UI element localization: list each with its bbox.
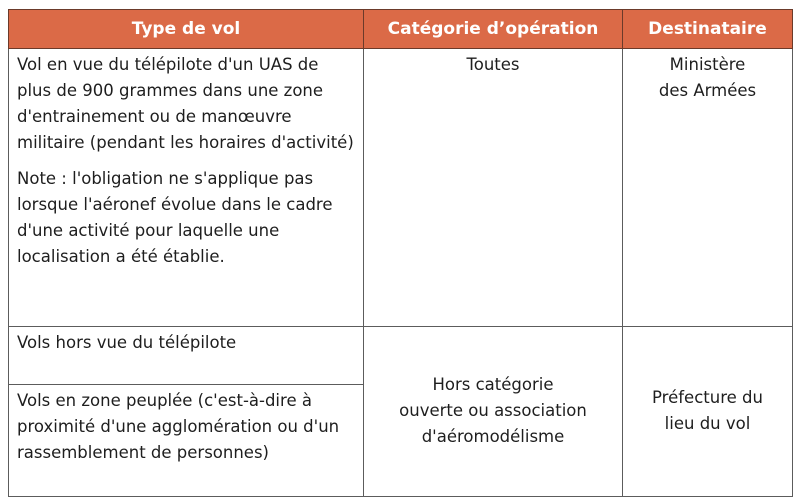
- recipient-line: lieu du vol: [664, 414, 751, 434]
- category-line: d'aéromodélisme: [421, 427, 565, 447]
- header-destinataire: Destinataire: [623, 10, 793, 49]
- header-categorie-operation: Catégorie d’opération: [364, 10, 623, 49]
- flight-type-text: Vols hors vue du télépilote: [17, 332, 237, 352]
- flight-type-text: Vols en zone peuplée (c'est-à-dire à proximité d'une agglomération ou d'un rassemblement de personnes): [17, 390, 340, 462]
- recipient-line: des Armées: [658, 81, 757, 100]
- notification-table: [8, 9, 793, 497]
- header-type-de-vol: Type de vol: [9, 10, 364, 49]
- flight-type-text: Vol en vue du télépilote d'un UAS de plus de 900 grammes dans une zone d'entrainement ou de manœuvre militaire (pendant les horaires d'activité): [17, 55, 354, 152]
- category-line: Hors catégorie: [432, 375, 554, 395]
- cell-type-de-vol: [9, 326, 364, 384]
- category-line: ouverte ou association: [399, 401, 587, 421]
- cell-type-de-vol: [9, 384, 364, 496]
- table-row: [9, 326, 793, 384]
- cell-categorie: [364, 326, 623, 496]
- note-text: Note : l'obligation ne s'applique pas lorsque l'aéronef évolue dans le cadre d'une activité pour laquelle une localisation a été établie.: [17, 169, 333, 266]
- cell-type-de-vol: [9, 49, 364, 327]
- cell-destinataire: [623, 326, 793, 496]
- recipient-line: Préfecture du: [652, 388, 763, 408]
- recipient-line: Ministère: [669, 55, 746, 74]
- cell-destinataire: [623, 49, 793, 327]
- table-row: [9, 49, 793, 327]
- cell-categorie: [364, 49, 623, 327]
- header-row: [9, 10, 793, 49]
- category-text: Toutes: [466, 55, 520, 74]
